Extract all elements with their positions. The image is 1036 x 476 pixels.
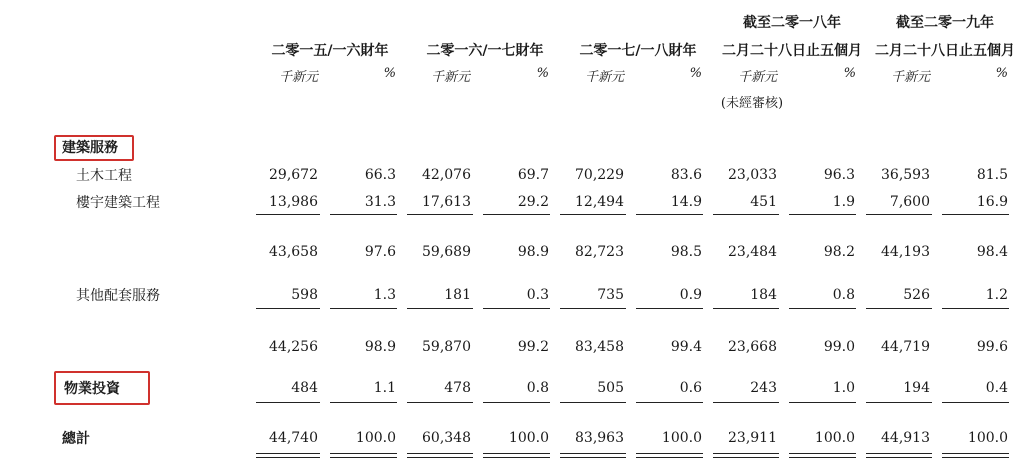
- cell-value: 1.3: [373, 287, 396, 303]
- section-title-property: 物業投資: [64, 381, 120, 397]
- cell-value: 99.6: [976, 339, 1008, 355]
- cell-value: 181: [444, 287, 471, 303]
- cell-value: 16.9: [976, 194, 1008, 210]
- cell-value: 81.5: [976, 167, 1008, 183]
- cell-value: 243: [750, 380, 777, 396]
- row-label: 總計: [62, 431, 90, 447]
- cell-value: 83,963: [575, 430, 624, 446]
- cell-value: 100.0: [967, 430, 1008, 446]
- cell-value: 0.8: [832, 287, 855, 303]
- cell-value: 14.9: [670, 194, 702, 210]
- unit-percent: %: [995, 66, 1008, 81]
- column-title-line2: 二月二十八日止五個月: [875, 43, 1015, 59]
- cell-value: 505: [597, 380, 624, 396]
- cell-value: 1.1: [373, 380, 396, 396]
- cell-value: 735: [597, 287, 624, 303]
- unit-percent: %: [383, 66, 396, 81]
- cell-value: 1.0: [832, 380, 855, 396]
- cell-value: 97.6: [364, 244, 396, 260]
- cell-value: 451: [750, 194, 777, 210]
- cell-value: 17,613: [422, 194, 471, 210]
- cell-value: 98.5: [670, 244, 702, 260]
- column-title-line2: 二月二十八日止五個月: [722, 43, 862, 59]
- cell-value: 59,870: [422, 339, 471, 355]
- column-title: 二零一七/一八財年: [579, 43, 697, 59]
- cell-value: 7,600: [889, 194, 930, 210]
- cell-value: 100.0: [508, 430, 549, 446]
- cell-value: 184: [750, 287, 777, 303]
- cell-value: 42,076: [422, 167, 471, 183]
- unit-amount: 千新元: [430, 70, 470, 85]
- cell-value: 83,458: [575, 339, 624, 355]
- cell-value: 98.9: [517, 244, 549, 260]
- cell-value: 23,668: [728, 339, 777, 355]
- cell-value: 82,723: [575, 244, 624, 260]
- cell-value: 44,740: [269, 430, 318, 446]
- cell-value: 100.0: [355, 430, 396, 446]
- cell-value: 1.9: [832, 194, 855, 210]
- cell-value: 36,593: [881, 167, 930, 183]
- cell-value: 100.0: [661, 430, 702, 446]
- cell-value: 60,348: [422, 430, 471, 446]
- row-label: 樓宇建築工程: [76, 195, 160, 211]
- row-label: 土木工程: [76, 168, 132, 184]
- cell-value: 43,658: [269, 244, 318, 260]
- cell-value: 44,719: [881, 339, 930, 355]
- cell-value: 13,986: [269, 194, 318, 210]
- cell-value: 23,033: [728, 167, 777, 183]
- cell-value: 0.9: [679, 287, 702, 303]
- cell-value: 99.4: [670, 339, 702, 355]
- cell-value: 29.2: [517, 194, 549, 210]
- cell-value: 59,689: [422, 244, 471, 260]
- unit-percent: %: [536, 66, 549, 81]
- cell-value: 69.7: [517, 167, 549, 183]
- column-title-line1: 截至二零一八年: [743, 15, 841, 31]
- cell-value: 31.3: [364, 194, 396, 210]
- unit-amount: 千新元: [278, 70, 318, 85]
- cell-value: 44,256: [269, 339, 318, 355]
- cell-value: 70,229: [575, 167, 624, 183]
- cell-value: 100.0: [814, 430, 855, 446]
- cell-value: 484: [291, 380, 318, 396]
- unaudited-note: (未經審核): [720, 96, 784, 111]
- column-title: 二零一六/一七財年: [426, 43, 544, 59]
- unit-amount: 千新元: [890, 70, 930, 85]
- cell-value: 23,484: [728, 244, 777, 260]
- cell-value: 0.4: [985, 380, 1008, 396]
- cell-value: 1.2: [985, 287, 1008, 303]
- column-title: 二零一五/一六財年: [271, 43, 389, 59]
- cell-value: 98.4: [976, 244, 1008, 260]
- cell-value: 83.6: [670, 167, 702, 183]
- cell-value: 0.6: [679, 380, 702, 396]
- cell-value: 23,911: [728, 430, 777, 446]
- unit-amount: 千新元: [737, 70, 777, 85]
- cell-value: 0.3: [526, 287, 549, 303]
- cell-value: 98.2: [823, 244, 855, 260]
- cell-value: 598: [291, 287, 318, 303]
- cell-value: 44,913: [881, 430, 930, 446]
- unit-percent: %: [689, 66, 702, 81]
- column-title-line1: 截至二零一九年: [896, 15, 994, 31]
- cell-value: 12,494: [575, 194, 624, 210]
- cell-value: 44,193: [881, 244, 930, 260]
- cell-value: 99.0: [823, 339, 855, 355]
- cell-value: 478: [444, 380, 471, 396]
- cell-value: 98.9: [364, 339, 396, 355]
- cell-value: 99.2: [517, 339, 549, 355]
- section-title-construction: 建築服務: [62, 140, 118, 156]
- cell-value: 96.3: [823, 167, 855, 183]
- cell-value: 526: [903, 287, 930, 303]
- cell-value: 194: [903, 380, 930, 396]
- row-label: 其他配套服務: [76, 288, 160, 304]
- unit-amount: 千新元: [584, 70, 624, 85]
- cell-value: 29,672: [269, 167, 318, 183]
- cell-value: 66.3: [364, 167, 396, 183]
- cell-value: 0.8: [526, 380, 549, 396]
- unit-percent: %: [843, 66, 856, 81]
